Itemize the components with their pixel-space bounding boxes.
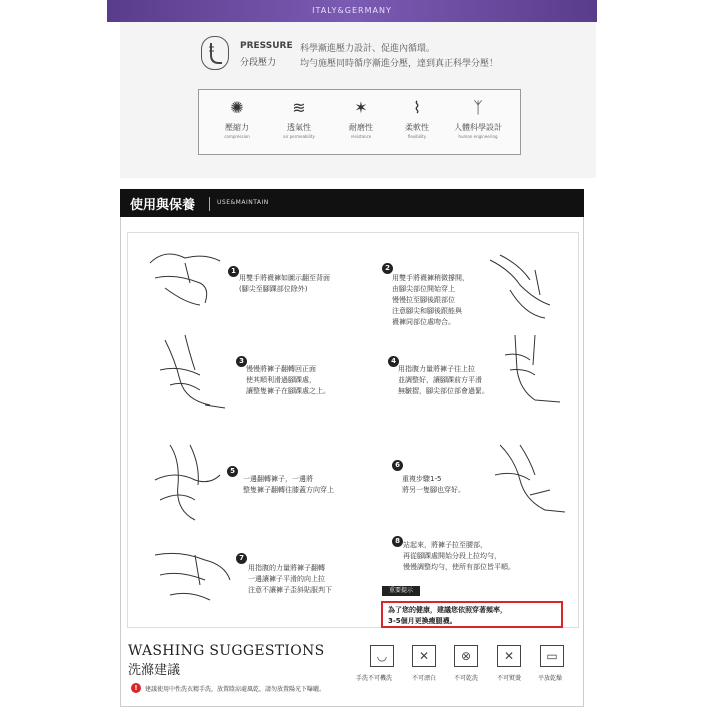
human-figure-icon: ᛉ — [473, 98, 483, 117]
step-4-text: 無皺摺，腳尖部位部會過緊。 — [398, 387, 489, 395]
banner-subtitle: ITALY&GERMANY — [312, 6, 392, 15]
use-maintain-title: 使用與保養 — [130, 198, 196, 213]
feature-label-en: compression — [224, 134, 250, 139]
feature-label: 透氣性 — [287, 123, 311, 132]
feature-label-en: human engineering — [458, 134, 498, 139]
step-7-illustration — [150, 545, 235, 610]
feature-label: 耐磨性 — [349, 123, 373, 132]
step-number: 2 — [382, 263, 393, 274]
pressure-label-en: PRESSURE — [240, 41, 293, 51]
hand-wash-icon: ◡ — [370, 645, 394, 667]
step-number: 1 — [228, 266, 239, 277]
wash-label: 平放乾燥 — [538, 675, 563, 682]
step-2-text: 襪褲同部位處吻合。 — [392, 318, 455, 326]
step-1-illustration — [145, 243, 225, 313]
feature-label-en: air permeability — [283, 134, 315, 139]
step-2-illustration — [480, 250, 560, 325]
dry-flat-icon: ▭ — [540, 645, 564, 667]
use-maintain-subtitle: USE&MAINTAIN — [217, 199, 269, 206]
step-number: 5 — [227, 466, 238, 477]
step-3-text: 慢慢將褲子翻轉回正面 — [246, 365, 316, 373]
step-1-text: (腳尖至腳踝部位除外) — [239, 285, 308, 293]
feature-resistance — [329, 90, 393, 154]
step-2-text: 慢慢拉至腳後跟部位 — [392, 296, 455, 304]
feature-box — [198, 89, 521, 155]
step-6-text: 重複步驟1-5 — [402, 475, 442, 483]
notice-line2: 3-5個月更換瘦腿襪。 — [388, 617, 457, 625]
important-notice-box — [381, 601, 563, 628]
feature-label: 人體科學設計 — [454, 123, 502, 132]
pressure-label-zh: 分段壓力 — [240, 58, 277, 68]
washing-title-en: WASHING SUGGESTIONS — [128, 643, 325, 659]
step-2-text: 由腳尖部位開始穿上 — [392, 285, 455, 293]
step-number: 4 — [388, 356, 399, 367]
step-3-text: 使其順利滑過腳踝處， — [246, 376, 316, 384]
wind-icon: ≋ — [292, 98, 306, 117]
feature-label-en: resistance — [350, 134, 372, 139]
step-number: 8 — [392, 536, 403, 547]
warning-icon: ! — [131, 683, 141, 693]
step-8-text: 再從腳踝處開始分段上拉均勻， — [403, 552, 501, 560]
step-number: 7 — [236, 553, 247, 564]
step-7-text: 一邊讓褲子平滑的向上拉 — [248, 575, 325, 583]
step-4-text: 並調整好，讓腳踝前方平滑 — [398, 376, 482, 384]
step-7-text: 注意不讓褲子歪斜貼服判下 — [248, 586, 332, 594]
step-number: 6 — [392, 460, 403, 471]
feature-label: 柔軟性 — [405, 123, 429, 132]
washing-title-zh: 洗滌建議 — [128, 663, 181, 678]
feature-human-engineering — [439, 90, 517, 154]
step-1-text: 用雙手將襪褲如圖示翻至背面 — [239, 274, 330, 282]
no-bleach-icon: ✕ — [412, 645, 436, 667]
washing-note: 建議使用中性洗衣精手洗，放置陰涼處風乾，請勿放置陽光下曝曬。 — [145, 686, 326, 693]
step-5-illustration — [150, 440, 235, 530]
pressure-description-line1: 科學漸進壓力設計、促進內循環。 — [300, 44, 436, 54]
feature-label: 壓縮力 — [225, 123, 249, 132]
step-2-text: 注意腳尖和腳後跟能與 — [392, 307, 462, 315]
step-5-text: 一邊翻轉褲子，一邊將 — [243, 475, 313, 483]
step-4-text: 用指腹力量將褲子往上拉 — [398, 365, 475, 373]
flexible-tube-icon: ⌇ — [413, 98, 421, 117]
important-notice-tag: 重要提示 — [382, 586, 420, 596]
virus-icon: ✺ — [230, 98, 244, 117]
step-3-text: 讓整隻褲子在腳踝處之上。 — [246, 387, 330, 395]
step-8-text: 站起來，將褲子拉至腰部， — [403, 541, 487, 549]
step-6-illustration — [490, 440, 570, 525]
feature-air-permeability — [267, 90, 331, 154]
no-iron-icon: ✕ — [497, 645, 521, 667]
wash-label: 不可乾洗 — [454, 675, 479, 682]
feature-compression — [205, 90, 269, 154]
step-number: 3 — [236, 356, 247, 367]
pressure-description-line2: 均勻施壓同時循序漸進分壓，達到真正科學分壓！ — [300, 59, 499, 69]
no-dry-clean-icon: ⊗ — [454, 645, 478, 667]
step-8-text: 慢慢調整均勻，使所有部位皆平順。 — [403, 563, 515, 571]
mosquito-icon: ✶ — [354, 98, 368, 117]
step-5-text: 整隻褲子翻轉往膝蓋方向穿上 — [243, 486, 334, 494]
step-4-illustration — [495, 330, 570, 410]
feature-label-en: flexibility — [407, 134, 427, 139]
step-2-text: 用雙手將襪褲稍微撐開， — [392, 274, 469, 282]
step-3-illustration — [150, 330, 235, 415]
pressure-leg-icon — [201, 36, 229, 70]
wash-label: 不可漂白 — [412, 675, 437, 682]
header-divider — [209, 197, 210, 211]
use-maintain-header — [120, 189, 584, 217]
step-7-text: 用指腹的力量將褲子翻轉 — [248, 564, 325, 572]
top-banner — [107, 0, 597, 22]
notice-line1: 為了您的健康，建議您依照穿著頻率， — [388, 606, 507, 614]
step-6-text: 將另一隻腳也穿好。 — [402, 486, 465, 494]
wash-label: 手洗不可機洗 — [356, 675, 393, 682]
wash-label: 不可熨燙 — [497, 675, 522, 682]
